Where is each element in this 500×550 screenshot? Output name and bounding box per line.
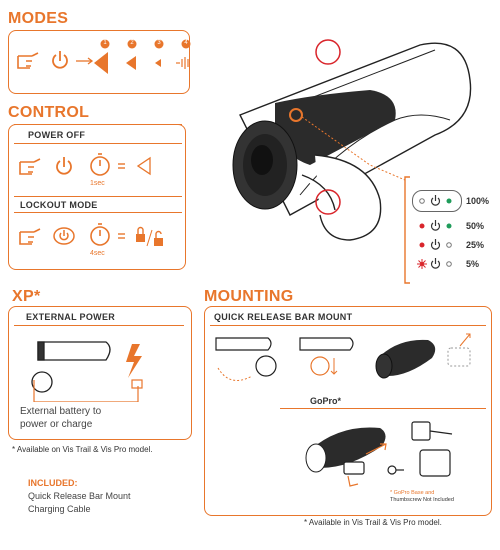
- xp-caption-2: power or charge: [20, 419, 93, 430]
- included-title: INCLUDED:: [28, 478, 78, 488]
- up-arrow: [460, 334, 470, 346]
- gopro-note-1: * GoPro Base and: [390, 490, 435, 496]
- level-25: 25%: [466, 240, 485, 250]
- mounting-title: MOUNTING: [204, 288, 294, 305]
- thumbscrew-icon: [388, 466, 404, 474]
- power-icon: [57, 157, 71, 174]
- mounting-separator: [210, 325, 486, 326]
- stopwatch-icon: [91, 224, 109, 245]
- indicator-bracket: [405, 177, 410, 283]
- lockout-duration: 4sec: [90, 250, 105, 257]
- quick-release-title: QUICK RELEASE BAR MOUNT: [214, 312, 353, 322]
- xp-caption-1: External battery to: [20, 406, 102, 417]
- down-arrow: [331, 358, 337, 374]
- mode-3-low-icon: [155, 59, 161, 67]
- mode-1-high-icon: [94, 52, 108, 74]
- xp-separator: [14, 325, 184, 326]
- gopro-base: [412, 422, 452, 476]
- lightning-icon: [126, 344, 142, 378]
- mode-4-flash-icon: [176, 57, 188, 69]
- level-50: 50%: [466, 221, 485, 231]
- usb-plug-icon: [132, 380, 142, 388]
- press-hand-icon: [20, 229, 40, 244]
- light-lens: [233, 121, 297, 209]
- mode-step-3: 3: [157, 40, 161, 46]
- gopro-note-2: Thumbscrew Not Included: [390, 497, 454, 503]
- lockout-separator: [14, 212, 182, 213]
- xp-title: XP*: [12, 288, 41, 305]
- xp-diagram: [14, 330, 184, 402]
- lockout-separator-top: [14, 196, 182, 197]
- light-side-view: [38, 342, 110, 360]
- stopwatch-icon: [91, 154, 109, 175]
- level-100: 100%: [466, 196, 490, 206]
- modes-title: MODES: [8, 10, 69, 27]
- cable-line: [34, 380, 138, 402]
- gopro-separator: [280, 408, 486, 409]
- slash-divider: [147, 230, 152, 246]
- power-icon: [53, 51, 67, 68]
- xp-footnote: * Available on Vis Trail & Vis Pro model.: [12, 445, 153, 454]
- mount-step-1: [216, 338, 276, 376]
- xp-subtitle: EXTERNAL POWER: [26, 312, 116, 322]
- quick-release-diagram: [208, 328, 488, 390]
- rotate-arrow-1: [218, 368, 252, 381]
- mode-step-2: 2: [130, 40, 134, 46]
- annotation-circle-top: [316, 40, 340, 64]
- included-item-2: Charging Cable: [28, 504, 91, 514]
- power-off-separator: [14, 143, 182, 144]
- control-separator-top: [14, 124, 182, 125]
- unlock-icon: [154, 232, 163, 247]
- gopro-adapter: [344, 462, 364, 474]
- control-title: CONTROL: [8, 104, 90, 121]
- power-off-duration: 1sec: [90, 180, 105, 187]
- mount-step-2: [300, 338, 353, 375]
- press-hand-icon: [20, 159, 40, 174]
- indicator-leds: [414, 192, 464, 272]
- mount-side-view: [32, 372, 52, 392]
- mount-step-3: [376, 340, 470, 378]
- arrow-right-icon: [76, 58, 92, 64]
- included-item-1: Quick Release Bar Mount: [28, 491, 131, 501]
- light-off-icon: [138, 158, 150, 174]
- lock-icon: [136, 228, 145, 243]
- gopro-diagram: [300, 410, 486, 490]
- equals-icon: [118, 234, 125, 238]
- mode-step-1: 1: [103, 40, 107, 46]
- gopro-title: GoPro*: [310, 396, 342, 406]
- power-off-title: POWER OFF: [28, 130, 86, 140]
- press-hand-icon: [18, 53, 38, 68]
- mounting-footnote: * Available in Vis Trail & Vis Pro model.: [304, 518, 442, 527]
- equals-icon: [118, 164, 125, 168]
- mode-step-markers: [101, 40, 191, 49]
- power-button-icon: [54, 228, 74, 244]
- level-5: 5%: [466, 259, 480, 269]
- mode-2-medium-icon: [126, 56, 136, 70]
- lockout-title: LOCKOUT MODE: [20, 200, 98, 210]
- modes-diagram: [8, 30, 192, 94]
- mode-step-4: 4: [184, 40, 188, 46]
